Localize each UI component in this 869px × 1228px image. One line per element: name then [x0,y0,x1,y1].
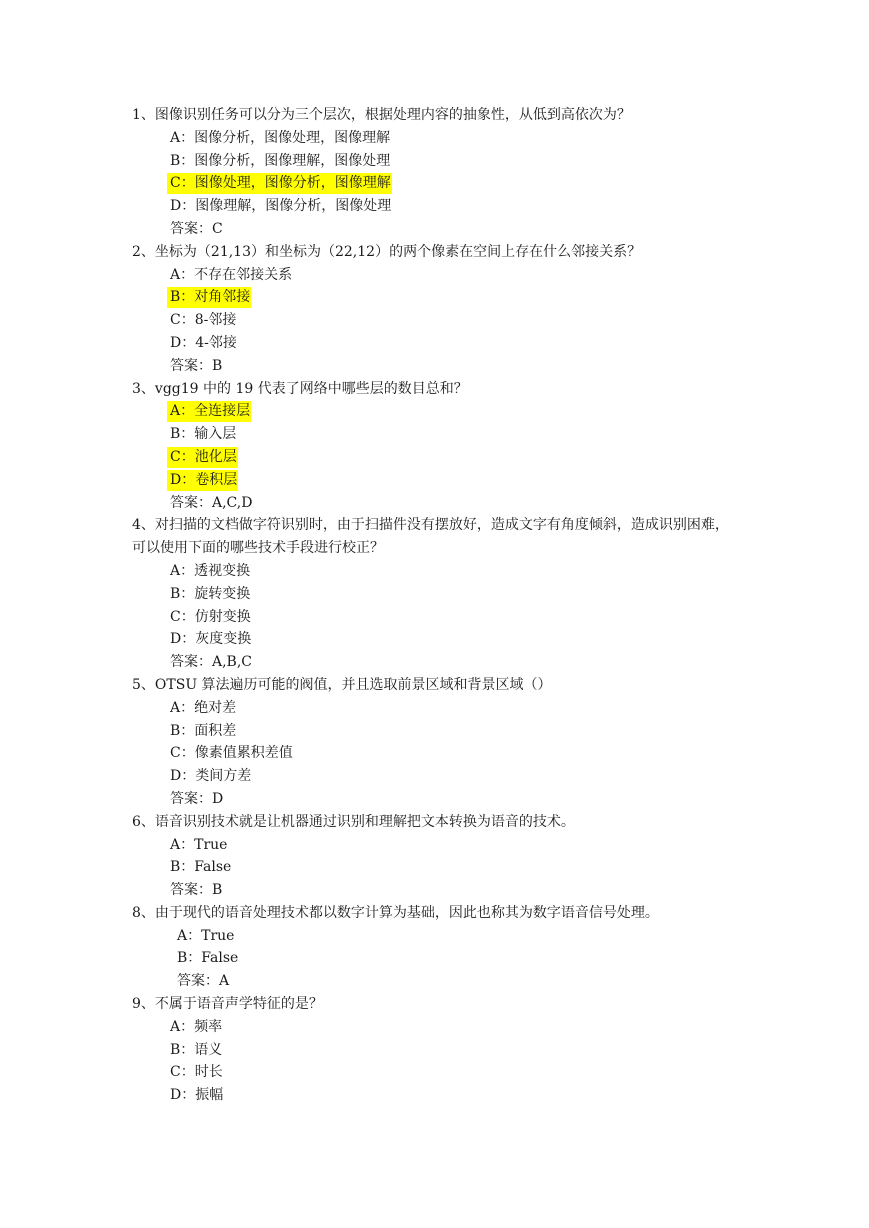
question-text [132,993,752,1016]
question-text [132,378,752,401]
option-label: B：False [170,859,232,876]
option-label: A：绝对差 [170,699,237,716]
option-item [132,606,752,629]
option-item [132,628,752,651]
option-item [132,1084,752,1107]
option-item [132,127,752,150]
option-label: B：图像分析，图像理解，图像处理 [170,152,391,169]
answer-line: 答案：C [170,220,223,237]
option-item [132,1016,752,1039]
question-block [132,104,752,241]
option-label: A：True [177,927,235,944]
option-label: D：4-邻接 [170,334,237,351]
question-label: 6、语音识别技术就是让机器通过识别和理解把文本转换为语音的技术。 [132,813,575,830]
question-label: 5、OTSU 算法遍历可能的阀值，并且选取前景区域和背景区域（） [132,676,552,693]
question-text [132,241,752,264]
question-label: 4、对扫描的文档做字符识别时，由于扫描件没有摆放好，造成文字有角度倾斜，造成识别困难，可以使用下面的哪些技术手段进行校正？ [132,517,729,557]
question-text [132,674,752,697]
answer-line: 答案：D [170,790,224,807]
highlighted-option-label: C：池化层 [167,447,238,468]
question-text [132,104,752,127]
question-label: 1、图像识别任务可以分为三个层次，根据处理内容的抽象性，从低到高依次为？ [132,107,631,123]
option-item [132,446,752,469]
option-item [132,309,752,332]
option-item [132,1039,752,1062]
question-label: 3、vgg19 中的 19 代表了网络中哪些层的数目总和？ [132,380,468,397]
option-label: B：False [177,950,239,967]
option-label: D：类间方差 [170,768,252,785]
option-item [132,264,752,287]
highlighted-option-label: B：对角邻接 [167,287,251,308]
option-label: C：仿射变换 [170,608,251,625]
answer-line: 答案：A,B,C [170,654,253,671]
answer-line: 答案：A,C,D [170,494,253,511]
question-block [132,674,752,811]
option-label: C：像素值累积差值 [170,745,293,762]
option-label: A：图像分析，图像处理，图像理解 [170,129,391,146]
highlighted-option-label: A：全连接层 [167,401,251,422]
option-item [132,742,752,765]
option-label: B：语义 [170,1041,223,1058]
question-block [132,241,752,378]
option-item [132,834,752,857]
answer-line: 答案：B [170,882,223,899]
option-label: A：透视变换 [170,562,251,579]
question-label: 9、不属于语音声学特征的是？ [132,996,323,1013]
answer-line: 答案：B [170,357,223,374]
option-item [132,1061,752,1084]
option-item [132,400,752,423]
highlighted-option-label: D：卷积层 [167,470,238,491]
option-item [132,469,752,492]
option-item [132,560,752,583]
option-item [132,172,752,195]
option-item [132,332,752,355]
option-item [132,947,752,970]
option-label: D：图像理解，图像分析，图像处理 [170,198,392,215]
option-label: B：旋转变换 [170,585,251,602]
question-text [132,514,752,560]
question-label: 2、坐标为（21,13）和坐标为（22,12）的两个像素在空间上存在什么邻接关系？ [132,243,642,260]
question-block [132,811,752,902]
option-item [132,856,752,879]
option-label: A：True [170,836,228,853]
option-label: C：8-邻接 [170,312,237,329]
option-label: D：灰度变换 [170,631,252,648]
option-label: D：振幅 [170,1087,224,1104]
answer-line: 答案：A [177,973,230,990]
question-block [132,514,752,674]
option-item [132,697,752,720]
option-item [132,423,752,446]
question-block [132,993,752,1107]
option-item [132,765,752,788]
option-item [132,720,752,743]
question-label: 8、由于现代的语音处理技术都以数字计算为基础，因此也称其为数字语音信号处理。 [132,904,659,921]
option-item [132,150,752,173]
option-item [132,195,752,218]
option-item [132,583,752,606]
option-label: A：不存在邻接关系 [170,266,293,283]
highlighted-option-label: C：图像处理，图像分析，图像理解 [167,173,392,194]
question-document [132,104,752,1107]
option-item [132,925,752,948]
option-label: C：时长 [170,1064,223,1081]
option-label: B：输入层 [170,426,237,443]
option-item [132,286,752,309]
option-label: B：面积差 [170,722,237,739]
question-block [132,378,752,515]
question-text [132,811,752,834]
question-block [132,902,752,993]
option-label: A：频率 [170,1018,223,1035]
question-text [132,902,752,925]
